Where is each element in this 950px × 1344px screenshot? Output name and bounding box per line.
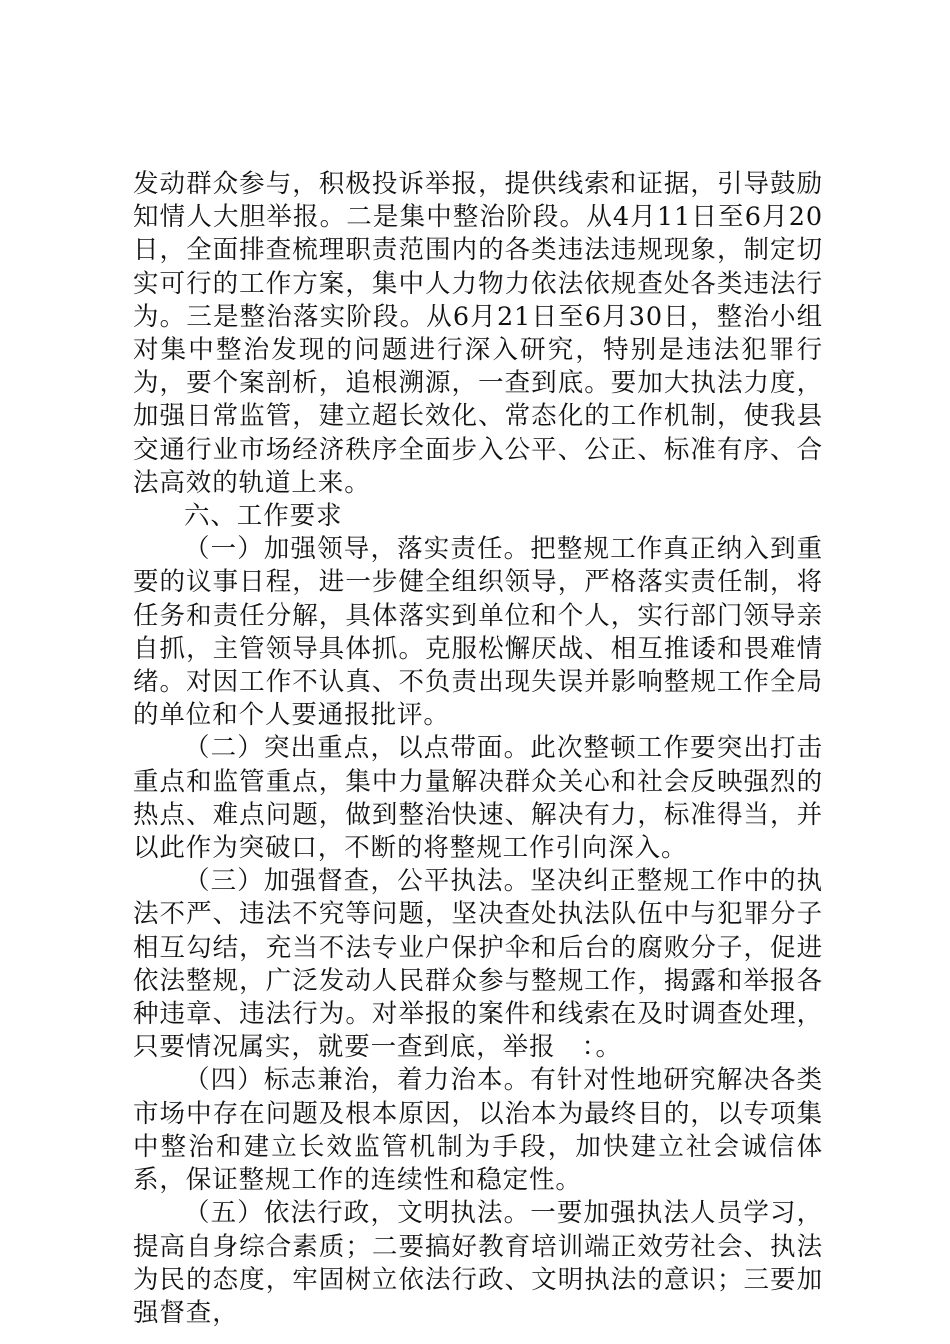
section-heading-work-requirements: 六、工作要求 [184, 501, 343, 532]
document-body [133, 168, 823, 1330]
paragraph-requirement-4: （四）标志兼治，着力治本。有针对性地研究解决各类市场中存在问题及根本原因，以治本为最终目的，以专项集中整治和建立长效监管机制为手段，加快建立社会诚信体系，保证整规工作的连续性和稳定性。 [133, 1065, 823, 1196]
paragraph-requirement-5: （五）依法行政，文明执法。一要加强执法人员学习，提高自身综合素质；二要搞好教育培训端正效劳社会、执法为民的态度，牢固树立依法行政、文明执法的意识；三要加强督查， [133, 1198, 823, 1328]
paragraph-requirement-2: （二）突出重点，以点带面。此次整顿工作要突出打击重点和监管重点，集中力量解决群众关心和社会反映强烈的热点、难点问题，做到整治快速、解决有力，标准得当，并以此作为突破口，不断的将整规工作引向深入。 [133, 733, 823, 864]
paragraph-requirement-3: （三）加强督查，公平执法。坚决纠正整规工作中的执法不严、违法不究等问题，坚决查处执法队伍中与犯罪分子相互勾结，充当不法专业户保护伞和后台的腐败分子，促进依法整规，广泛发动人民群众参与整规工作，揭露和举报各种违章、违法行为。对举报的案件和线索在及时调查处理，只要情况属实，就要一查到底，举报 ：。 [133, 866, 823, 1063]
paragraph-requirement-1: （一）加强领导，落实责任。把整规工作真正纳入到重要的议事日程，进一步健全组织领导，严格落实责任制，将任务和责任分解，具体落实到单位和个人，实行部门领导亲自抓，主管领导具体抓。克服松懈厌战、相互推诿和畏难情绪。对因工作不认真、不负责出现失误并影响整规工作全局的单位和个人要通报批评。 [133, 534, 823, 731]
paragraph-continuation: 发动群众参与，积极投诉举报，提供线索和证据，引导鼓励知情人大胆举报。二是集中整治阶段。从4月11日至6月20日，全面排查梳理职责范围内的各类违法违规现象，制定切实可行的工作方案，集中人力物力依法依规查处各类违法行为。三是整治落实阶段。从6月21日至6月30日，整治小组对集中整治发现的问题进行深入研究，特别是违法犯罪行为，要个案剖析，追根溯源，一查到底。要加大执法力度，加强日常监管，建立超长效化、常态化的工作机制，使我县交通行业市场经济秩序全面步入公平、公正、标准有序、合法高效的轨道上来。 [133, 169, 823, 498]
